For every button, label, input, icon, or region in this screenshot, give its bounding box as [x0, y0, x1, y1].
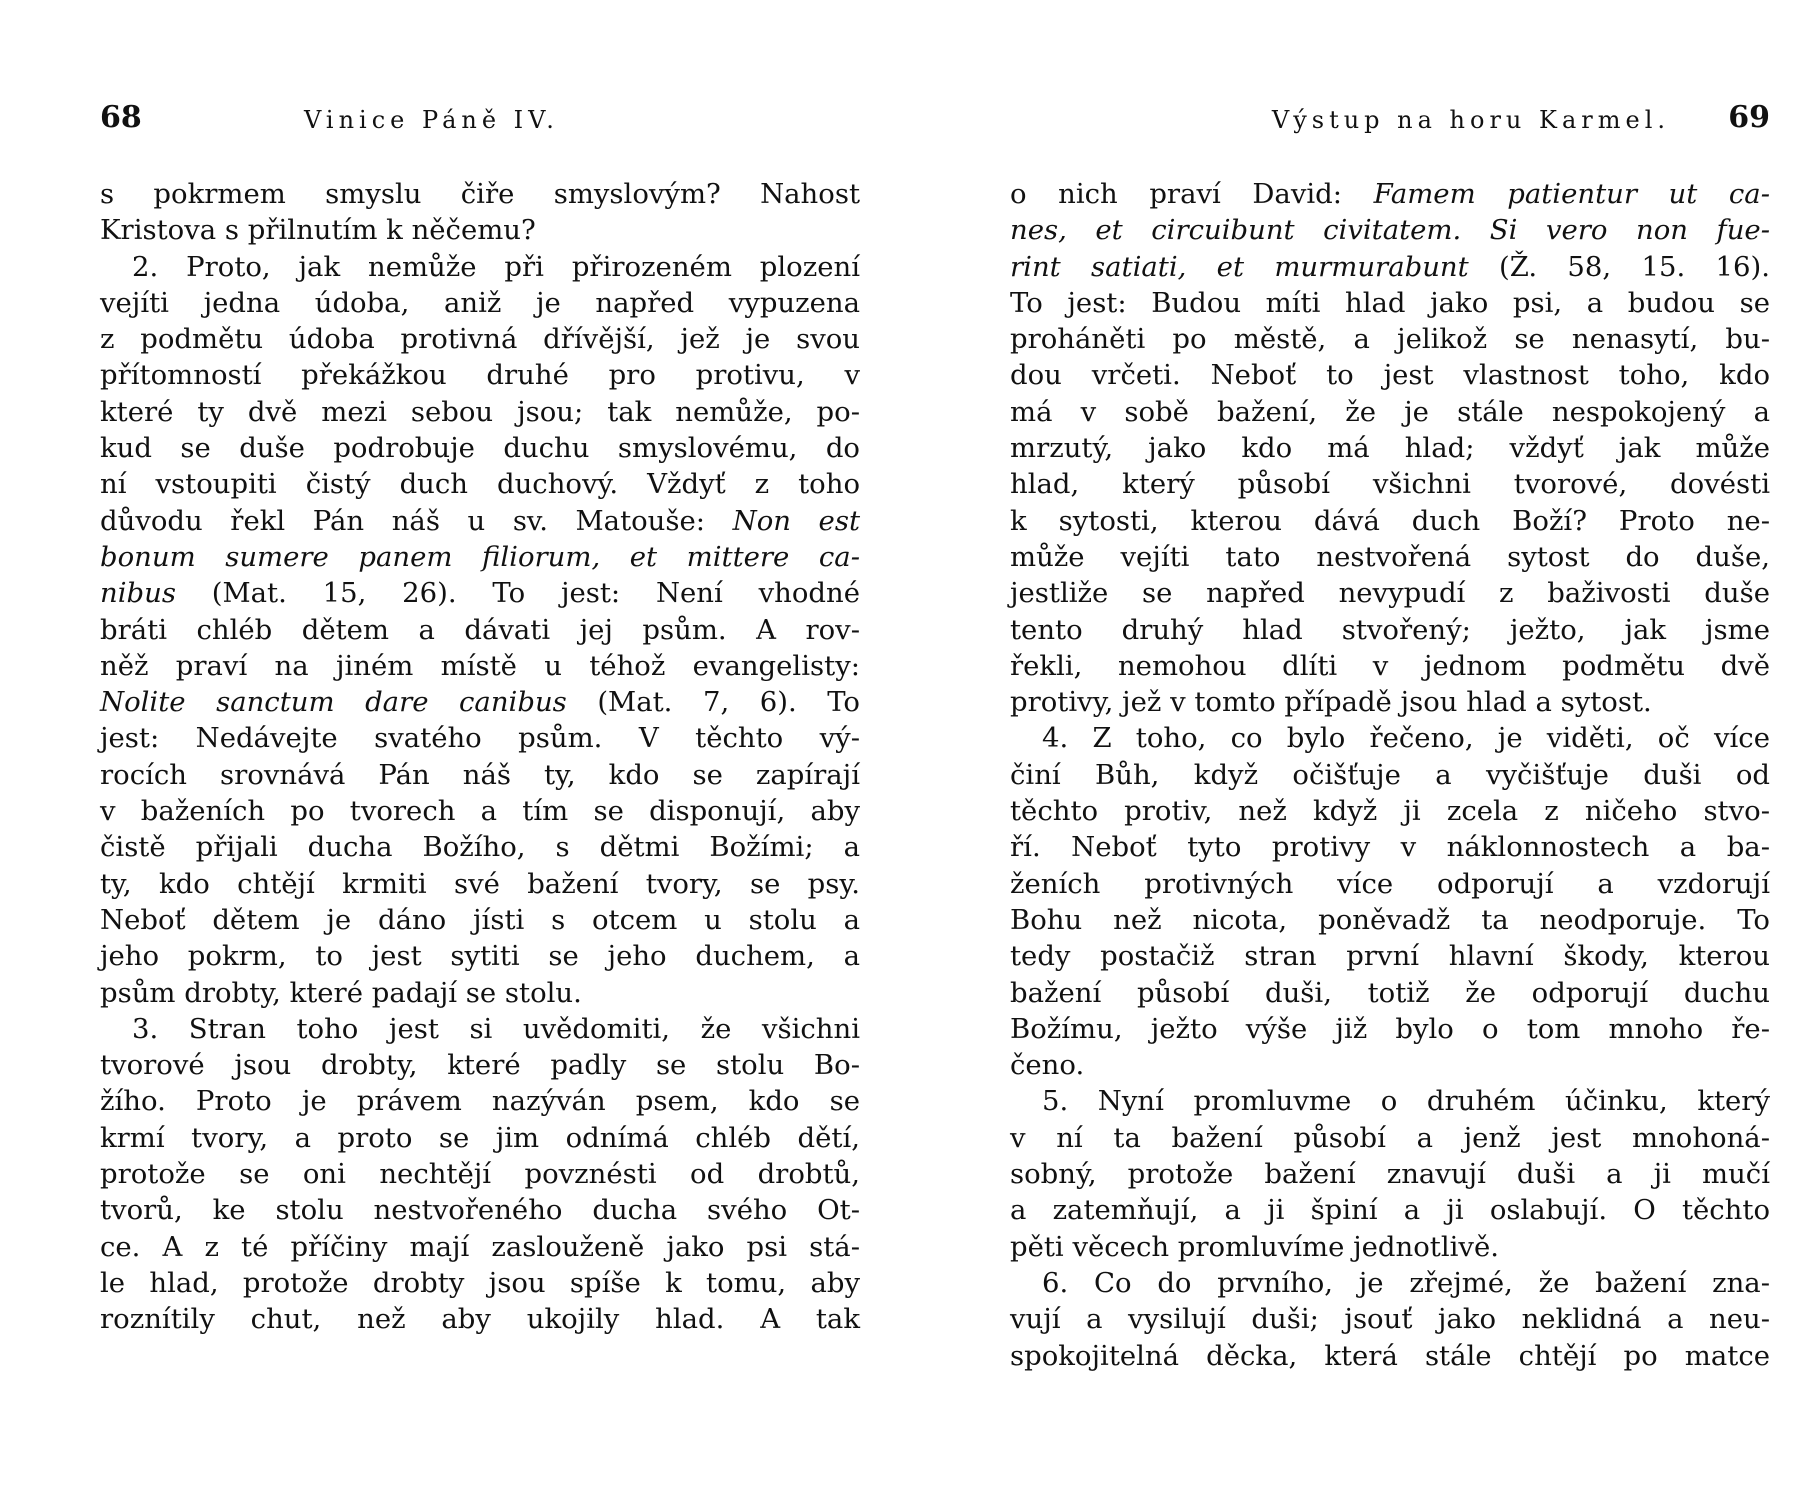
text-line: kud se duše podrobuje duchu smyslovému, do	[100, 432, 860, 465]
text-line: a zatemňují, a ji špiní a ji oslabují. O těchto	[1010, 1194, 1770, 1227]
text-line: protože se oni nechtějí povznésti od drobtů,	[100, 1158, 860, 1191]
text-line	[1010, 249, 1770, 285]
text-line: bráti chléb dětem a dávati jej psům. A rov-	[100, 613, 860, 646]
text-line: protivy, jež v tomto případě jsou hlad a sytost.	[1010, 686, 1652, 719]
page-number: 68	[100, 100, 142, 135]
latin-quote: nes, et circuibunt civitatem. Si vero non fue-	[1010, 214, 1770, 247]
text-line: činí Bůh, když očišťuje a vyčišťuje duši od	[1010, 758, 1770, 791]
text-line: roznítily chut, než aby ukojily hlad. A tak	[100, 1303, 860, 1336]
text-line: 6. Co do prvního, je zřejmé, že bažení zna-	[1042, 1266, 1770, 1299]
text-line: žího. Proto je právem nazýván psem, kdo se	[100, 1085, 860, 1118]
text-line: To jest: Budou míti hlad jako psi, a budou se	[1010, 286, 1770, 319]
text-line: hlad, který působí všichni tvorové, dovésti	[1010, 468, 1770, 501]
text-line: le hlad, protože drobty jsou spíše k tomu, aby	[100, 1266, 860, 1299]
text-line: má v sobě bažení, že je stále nespokojený a	[1010, 395, 1770, 428]
text-line: ty, kdo chtějí krmiti své bažení tvory, se psy.	[100, 867, 860, 900]
text-line: vují a vysilují duši; jsouť jako neklidná a neu-	[1010, 1303, 1770, 1336]
page-number: 69	[1728, 100, 1770, 135]
text-line: z podmětu údoba protivná dřívější, jež je svou	[100, 323, 860, 356]
text-line: ce. A z té příčiny mají zaslouženě jako psi stá-	[100, 1230, 860, 1263]
text-line: sobný, protože bažení znavují duši a ji mučí	[1010, 1158, 1770, 1191]
left-page-header	[100, 100, 860, 140]
text-line: které ty dvě mezi sebou jsou; tak nemůže, po-	[100, 395, 860, 428]
text-line: ženích protivných více odporují a vzdorují	[1010, 867, 1770, 900]
text-line: 3. Stran toho jest si uvědomiti, že všichni	[132, 1012, 860, 1045]
text-line: tvorů, ke stolu nestvořeného ducha svého Ot-	[100, 1194, 860, 1227]
latin-quote: bonum sumere panem filiorum, et mittere ca-	[100, 540, 860, 573]
right-page	[1010, 0, 1770, 1500]
text-line: může vejíti tato nestvořená sytost do duše,	[1010, 540, 1770, 573]
text-line: krmí tvory, a proto se jim odnímá chléb dětí,	[100, 1121, 860, 1154]
left-page	[100, 0, 860, 1500]
text-line: Bohu než nicota, poněvadž ta neodporuje. To	[1010, 903, 1770, 936]
text-line: čistě přijali ducha Božího, s dětmi Božími; a	[100, 831, 860, 864]
text-line: v baženích po tvorech a tím se disponují, aby	[100, 795, 860, 828]
text-line: Kristova s přilnutím k něčemu?	[100, 214, 536, 247]
text-line: v ní ta bažení působí a jenž jest mnohoná-	[1010, 1121, 1770, 1154]
text-line	[100, 503, 860, 539]
text-line: k sytosti, kterou dává duch Boží? Proto ne-	[1010, 504, 1770, 537]
text-line: 5. Nyní promluvme o druhém účinku, který	[1042, 1085, 1770, 1118]
right-page-text	[1010, 176, 1770, 1374]
text-line: 4. Z toho, co bylo řečeno, je viděti, oč více	[1042, 722, 1770, 755]
text-line: 2. Proto, jak nemůže při přirozeném plození	[132, 250, 860, 283]
text-line	[100, 539, 860, 575]
text-line: Neboť dětem je dáno jísti s otcem u stolu a	[100, 903, 860, 936]
text-span: (Ž. 58, 15. 16).	[1499, 250, 1770, 283]
text-line	[1010, 212, 1770, 248]
latin-quote: Non est	[732, 504, 860, 537]
latin-quote: Nolite sanctum dare canibus	[100, 686, 567, 719]
text-line: rocích srovnává Pán náš ty, kdo se zapírají	[100, 758, 860, 791]
text-line: pěti věcech promluvíme jednotlivě.	[1010, 1230, 1499, 1263]
right-page-header	[1010, 100, 1770, 140]
text-line: ří. Neboť tyto protivy v náklonnostech a ba-	[1010, 831, 1770, 864]
text-line: tvorové jsou drobty, které padly se stolu Bo-	[100, 1049, 860, 1082]
text-span: o nich praví David:	[1010, 178, 1343, 210]
left-page-text	[100, 176, 860, 1338]
latin-quote: nibus	[100, 577, 176, 610]
text-line: řekli, nemohou dlíti v jednom podmětu dvě	[1010, 649, 1770, 682]
text-line: těchto protiv, než když ji zcela z ničeho stvo-	[1010, 795, 1770, 828]
text-line: přítomností překážkou druhé pro protivu, v	[100, 359, 860, 392]
text-line	[100, 684, 860, 720]
text-line: psům drobty, které padají se stolu.	[100, 976, 582, 1009]
text-line: Božímu, ježto výše již bylo o tom mnoho ře-	[1010, 1012, 1770, 1045]
text-line	[1010, 176, 1770, 212]
text-line: jeho pokrm, to jest sytiti se jeho duchem, a	[100, 940, 860, 973]
latin-quote: rint satiati, et murmurabunt	[1010, 250, 1469, 283]
latin-quote: Famem patientur ut ca-	[1373, 178, 1770, 210]
text-line: ní vstoupiti čistý duch duchový. Vždyť z toho	[100, 468, 860, 501]
text-line: proháněti po městě, a jelikož se nenasytí, bu-	[1010, 323, 1770, 356]
text-line: bažení působí duši, totiž že odporují duchu	[1010, 976, 1770, 1009]
text-line: něž praví na jiném místě u téhož evangelisty:	[100, 649, 860, 682]
text-line: jest: Nedávejte svatého psům. V těchto vý-	[100, 722, 860, 755]
text-line: tento druhý hlad stvořený; ježto, jak jsme	[1010, 613, 1770, 646]
text-line: čeno.	[1010, 1049, 1085, 1082]
text-line: s pokrmem smyslu čiře smyslovým? Nahost	[100, 178, 860, 210]
text-line	[100, 575, 860, 611]
text-line: dou vrčeti. Neboť to jest vlastnost toho, kdo	[1010, 359, 1770, 392]
text-line: vejíti jedna údoba, aniž je napřed vypuzena	[100, 286, 860, 319]
text-span: (Mat. 7, 6). To	[597, 686, 860, 719]
text-line: spokojitelná děcka, která stále chtějí po matce	[1010, 1339, 1770, 1372]
text-line: jestliže se napřed nevypudí z baživosti duše	[1010, 577, 1770, 610]
text-line: tedy postačiž stran první hlavní škody, kterou	[1010, 940, 1770, 973]
running-title: Výstup na horu Karmel.	[1271, 106, 1670, 134]
running-title: Vinice Páně IV.	[304, 106, 559, 134]
text-span: (Mat. 15, 26). To jest: Není vhodné	[211, 577, 860, 610]
text-span: důvodu řekl Pán náš u sv. Matouše:	[100, 504, 706, 537]
text-line: mrzutý, jako kdo má hlad; vždyť jak může	[1010, 432, 1770, 465]
